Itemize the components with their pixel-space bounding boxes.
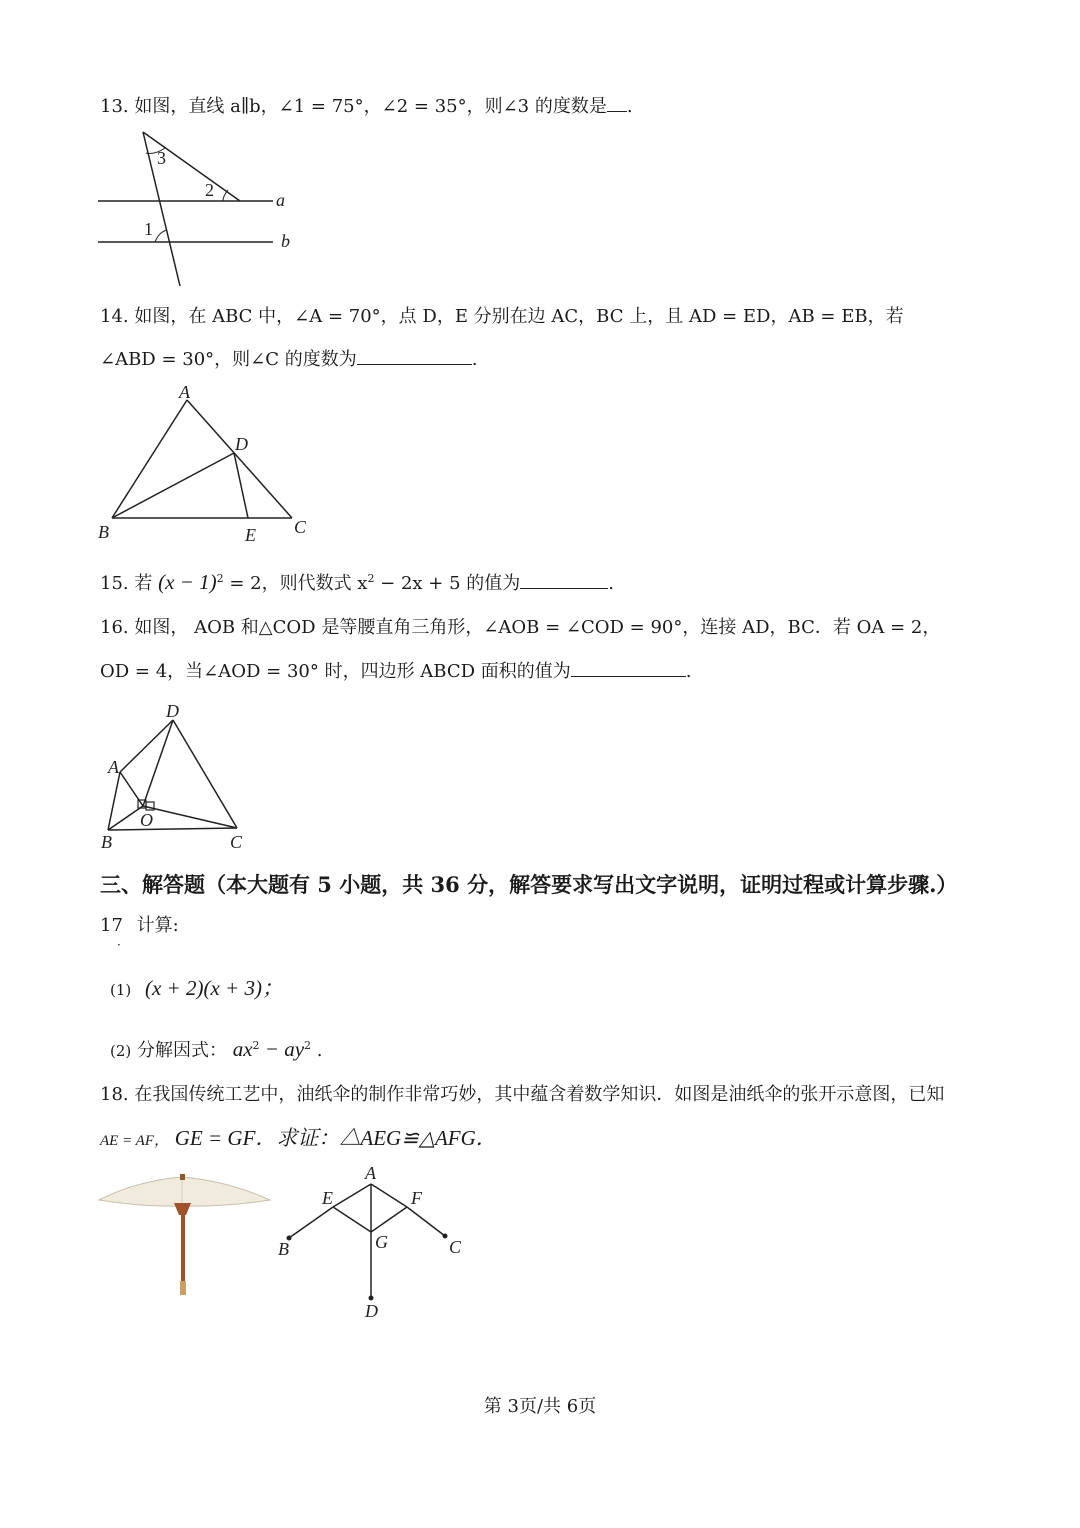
q14-label-B: B [98, 522, 109, 542]
q16-line2 [100, 658, 692, 685]
q13-label-3: 3 [157, 148, 166, 168]
q17-part2-number: (2) [110, 1042, 132, 1060]
q14-label-E: E [245, 525, 256, 545]
q18-label-D: D [365, 1301, 378, 1321]
q16-stem1: 如图， AOB 和△COD 是等腰直角三角形，∠AOB = ∠COD = 90°，连接 AD，BC．若 OA = 2， [134, 617, 941, 638]
q17-part1-number: (1) [110, 981, 132, 999]
q17-part2-label: 分解因式： [136, 1040, 227, 1061]
q15-number: 15. [100, 573, 129, 594]
q15-exp2: 2 [367, 572, 375, 585]
q17-part2-expr-b: − ay [259, 1037, 305, 1061]
q17-part2 [110, 1033, 323, 1064]
q13-end: . [626, 96, 633, 117]
q13-label-1: 1 [144, 219, 153, 239]
q16-figure [98, 700, 258, 850]
q14-line2 [100, 346, 477, 373]
q15-expr1: (x − 1) [158, 570, 217, 594]
q13-number: 13. [100, 96, 129, 117]
q16-stem2: OD = 4，当∠AOD = 30° 时，四边形 ABCD 面积的值为 [100, 661, 571, 682]
q15-pre: 若 [134, 573, 153, 594]
q16-blank [571, 658, 686, 677]
q16-label-C: C [230, 832, 243, 852]
q14-figure [95, 378, 325, 548]
q18-number: 18. [100, 1084, 129, 1105]
q15-mid2: − 2x + 5 的值为 [374, 573, 521, 594]
q18-stem1: 在我国传统工艺中，油纸伞的制作非常巧妙，其中蕴含着数学知识．如图是油纸伞的张开示意图，已知 [134, 1084, 945, 1105]
q17-label: 计算: [136, 915, 179, 936]
q13-text [100, 93, 633, 120]
q16-label-O: O [140, 810, 153, 830]
q15-mid: = 2，则代数式 x [223, 573, 368, 594]
q14-label-C: C [294, 517, 307, 537]
q16-number: 16. [100, 617, 129, 638]
q13-figure [95, 128, 315, 288]
q15-text [100, 566, 614, 597]
q14-blank [357, 346, 472, 365]
q18-line2 [100, 1125, 497, 1154]
q14-line1 [100, 304, 904, 330]
q17-part2-expr-a: ax [232, 1037, 253, 1061]
q17-part1 [110, 975, 283, 1003]
q16-end: . [685, 661, 692, 682]
q18-label-E: E [322, 1188, 333, 1208]
q14-label-D: D [235, 434, 248, 454]
q14-end: . [471, 349, 478, 370]
q15-blank [520, 570, 608, 589]
q18-label-B: B [278, 1239, 289, 1259]
q13-stem: 如图，直线 a∥b，∠1 = 75°，∠2 = 35°，则∠3 的度数是 [134, 96, 607, 117]
q14-stem2: ∠ABD = 30°，则∠C 的度数为 [100, 349, 357, 370]
q18-label-A: A [365, 1163, 376, 1183]
q17-dot: · [117, 938, 121, 952]
q16-line1 [100, 615, 940, 641]
q17-part2-exp-b: 2 [304, 1039, 312, 1052]
page-footer: 第 3页/共 6页 [483, 1396, 597, 1417]
q16-label-B: B [101, 832, 112, 852]
q18-given2: GE = GF．求证：△AEG≌△AFG． [174, 1126, 497, 1150]
q17-part2-exp-a: 2 [252, 1039, 260, 1052]
q17-number: 17 [100, 915, 123, 936]
q13-label-2: 2 [205, 180, 214, 200]
q18-line1 [100, 1082, 944, 1108]
section-3-title: 三、解答题（本大题有 5 小题，共 36 分，解答要求写出文字说明，证明过程或计算步骤.） [100, 872, 958, 897]
q15-exp1: 2 [216, 572, 224, 585]
q13-label-a: a [276, 190, 285, 210]
q14-stem1: 如图，在 ABC 中，∠A = 70°，点 D，E 分别在边 AC，BC 上，且 AD = ED，AB = EB，若 [134, 306, 904, 327]
q18-label-C: C [449, 1237, 462, 1257]
q17-header [100, 913, 179, 939]
q16-label-D: D [166, 701, 179, 721]
q13-label-b: b [281, 231, 290, 251]
q17-part2-end: . [316, 1040, 323, 1061]
q14-label-A: A [179, 382, 190, 402]
q15-end: . [608, 573, 615, 594]
q17-part1-expr: (x + 2)(x + 3)； [144, 976, 283, 1000]
q14-number: 14. [100, 306, 129, 327]
q18-label-F: F [411, 1188, 422, 1208]
q18-label-G: G [375, 1232, 388, 1252]
q18-given1: AE = AF， [100, 1133, 170, 1149]
q13-blank [607, 93, 627, 112]
q16-label-A: A [108, 757, 119, 777]
umbrella-illustration [96, 1173, 276, 1303]
q18-figure [275, 1160, 475, 1320]
